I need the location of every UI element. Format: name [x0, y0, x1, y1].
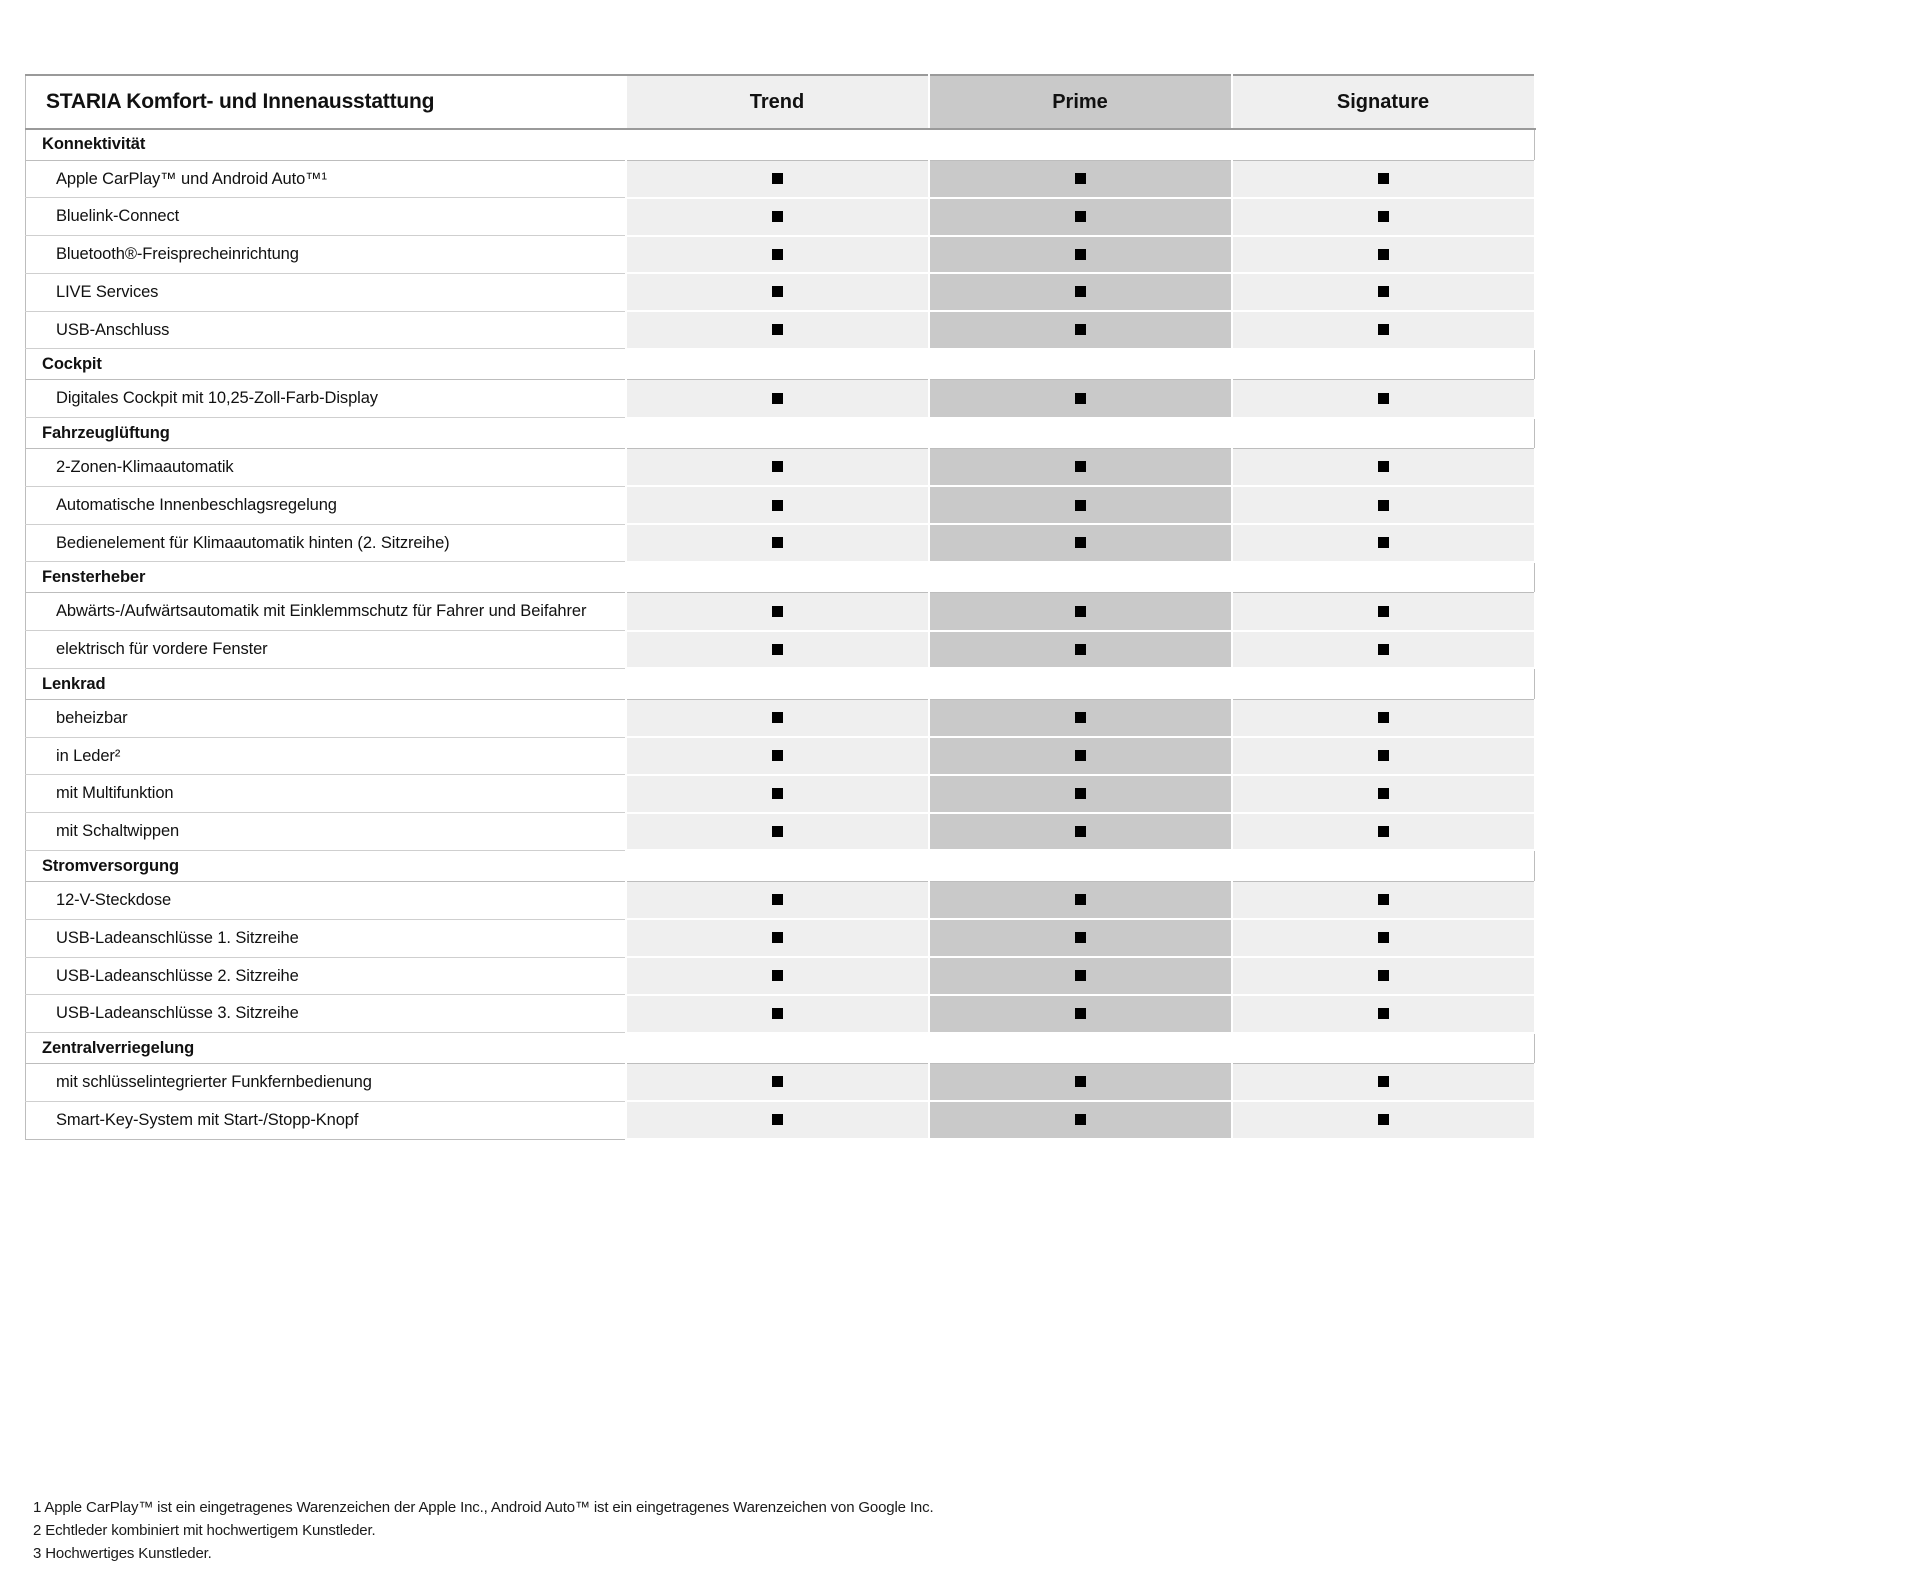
- table-row: [26, 524, 1535, 562]
- section-header-row: [26, 129, 1535, 160]
- availability-cell: [626, 593, 929, 631]
- availability-cell: [929, 524, 1232, 562]
- table-row: [26, 699, 1535, 737]
- available-square-icon: [1378, 932, 1389, 943]
- availability-cell: [1232, 631, 1535, 669]
- availability-cell: [626, 236, 929, 274]
- table-row: [26, 198, 1535, 236]
- table-row: [26, 160, 1535, 198]
- availability-cell: [929, 775, 1232, 813]
- availability-cell: [1232, 273, 1535, 311]
- available-square-icon: [772, 500, 783, 511]
- table-row: [26, 631, 1535, 669]
- table-row: [26, 1064, 1535, 1102]
- feature-label: LIVE Services: [26, 273, 626, 311]
- available-square-icon: [1378, 644, 1389, 655]
- availability-cell: [1232, 881, 1535, 919]
- availability-cell: [1232, 813, 1535, 851]
- feature-label: in Leder²: [26, 737, 626, 775]
- availability-cell: [929, 699, 1232, 737]
- available-square-icon: [1075, 894, 1086, 905]
- available-square-icon: [1075, 750, 1086, 761]
- column-header-prime: Prime: [929, 75, 1232, 129]
- available-square-icon: [772, 1076, 783, 1087]
- availability-cell: [626, 311, 929, 349]
- table-row: [26, 775, 1535, 813]
- available-square-icon: [1378, 750, 1389, 761]
- availability-cell: [1232, 1101, 1535, 1139]
- availability-cell: [1232, 236, 1535, 274]
- available-square-icon: [1075, 826, 1086, 837]
- section-header-row: [26, 668, 1535, 699]
- available-square-icon: [772, 1114, 783, 1125]
- available-square-icon: [1075, 324, 1086, 335]
- availability-cell: [929, 236, 1232, 274]
- feature-label: 2-Zonen-Klimaautomatik: [26, 449, 626, 487]
- available-square-icon: [1378, 461, 1389, 472]
- available-square-icon: [772, 1008, 783, 1019]
- availability-cell: [929, 486, 1232, 524]
- available-square-icon: [1075, 286, 1086, 297]
- table-row: [26, 995, 1535, 1033]
- availability-cell: [626, 273, 929, 311]
- available-square-icon: [1378, 211, 1389, 222]
- available-square-icon: [772, 932, 783, 943]
- availability-cell: [1232, 311, 1535, 349]
- availability-cell: [929, 813, 1232, 851]
- availability-cell: [929, 881, 1232, 919]
- footnote-line: 2 Echtleder kombiniert mit hochwertigem Kunstleder.: [33, 1522, 376, 1539]
- feature-label: Bedienelement für Klimaautomatik hinten (2. Sitzreihe): [26, 524, 626, 562]
- table-title: STARIA Komfort- und Innenausstattung: [26, 75, 626, 129]
- section-title: Fahrzeuglüftung: [26, 418, 1535, 449]
- feature-label: mit Multifunktion: [26, 775, 626, 813]
- table-row: [26, 813, 1535, 851]
- available-square-icon: [772, 788, 783, 799]
- table-header: [26, 75, 1535, 129]
- table-row: [26, 311, 1535, 349]
- availability-cell: [626, 524, 929, 562]
- available-square-icon: [772, 826, 783, 837]
- feature-label: Bluetooth®-Freisprecheinrichtung: [26, 236, 626, 274]
- table-row: [26, 593, 1535, 631]
- availability-cell: [929, 1101, 1232, 1139]
- available-square-icon: [772, 894, 783, 905]
- feature-label: Automatische Innenbeschlagsregelung: [26, 486, 626, 524]
- available-square-icon: [1075, 393, 1086, 404]
- availability-cell: [929, 160, 1232, 198]
- availability-cell: [626, 995, 929, 1033]
- availability-cell: [929, 737, 1232, 775]
- available-square-icon: [772, 606, 783, 617]
- feature-label: beheizbar: [26, 699, 626, 737]
- availability-cell: [1232, 524, 1535, 562]
- availability-cell: [929, 449, 1232, 487]
- table-row: [26, 486, 1535, 524]
- availability-cell: [929, 311, 1232, 349]
- table-row: [26, 1101, 1535, 1139]
- available-square-icon: [1075, 249, 1086, 260]
- footnotes: [33, 1496, 1433, 1565]
- available-square-icon: [772, 970, 783, 981]
- footnote-line: 3 Hochwertiges Kunstleder.: [33, 1545, 212, 1562]
- table-row: [26, 881, 1535, 919]
- available-square-icon: [1075, 644, 1086, 655]
- table-row: [26, 236, 1535, 274]
- availability-cell: [626, 881, 929, 919]
- feature-label: mit schlüsselintegrierter Funkfernbedienung: [26, 1064, 626, 1102]
- feature-label: USB-Ladeanschlüsse 2. Sitzreihe: [26, 957, 626, 995]
- availability-cell: [1232, 593, 1535, 631]
- available-square-icon: [1075, 1114, 1086, 1125]
- available-square-icon: [1378, 537, 1389, 548]
- available-square-icon: [772, 286, 783, 297]
- availability-cell: [1232, 919, 1535, 957]
- availability-cell: [929, 198, 1232, 236]
- table-row: [26, 919, 1535, 957]
- footnote-line: 1 Apple CarPlay™ ist ein eingetragenes Warenzeichen der Apple Inc., Android Auto™ ist ein eingetragenes Warenzeichen von Google Inc.: [33, 1499, 934, 1516]
- available-square-icon: [1378, 712, 1389, 723]
- availability-cell: [1232, 775, 1535, 813]
- section-title: Lenkrad: [26, 668, 1535, 699]
- column-header-trend: Trend: [626, 75, 929, 129]
- available-square-icon: [1378, 500, 1389, 511]
- availability-cell: [626, 631, 929, 669]
- availability-cell: [626, 1064, 929, 1102]
- available-square-icon: [772, 461, 783, 472]
- available-square-icon: [1075, 1008, 1086, 1019]
- availability-cell: [626, 813, 929, 851]
- availability-cell: [929, 957, 1232, 995]
- available-square-icon: [1378, 1076, 1389, 1087]
- feature-label: Smart-Key-System mit Start-/Stopp-Knopf: [26, 1101, 626, 1139]
- available-square-icon: [772, 750, 783, 761]
- available-square-icon: [1378, 894, 1389, 905]
- section-header-row: [26, 349, 1535, 380]
- section-header-row: [26, 850, 1535, 881]
- feature-label: USB-Ladeanschlüsse 1. Sitzreihe: [26, 919, 626, 957]
- section-title: Stromversorgung: [26, 850, 1535, 881]
- available-square-icon: [772, 173, 783, 184]
- available-square-icon: [772, 393, 783, 404]
- section-title: Fensterheber: [26, 562, 1535, 593]
- available-square-icon: [772, 537, 783, 548]
- feature-label: USB-Ladeanschlüsse 3. Sitzreihe: [26, 995, 626, 1033]
- available-square-icon: [1378, 1114, 1389, 1125]
- feature-label: 12-V-Steckdose: [26, 881, 626, 919]
- table-header-row: [26, 75, 1535, 129]
- available-square-icon: [1378, 173, 1389, 184]
- availability-cell: [1232, 957, 1535, 995]
- available-square-icon: [1075, 537, 1086, 548]
- feature-label: mit Schaltwippen: [26, 813, 626, 851]
- availability-cell: [626, 380, 929, 418]
- availability-cell: [1232, 995, 1535, 1033]
- available-square-icon: [772, 324, 783, 335]
- available-square-icon: [1075, 788, 1086, 799]
- available-square-icon: [1075, 970, 1086, 981]
- availability-cell: [626, 160, 929, 198]
- section-header-row: [26, 418, 1535, 449]
- feature-label: elektrisch für vordere Fenster: [26, 631, 626, 669]
- available-square-icon: [1378, 286, 1389, 297]
- availability-cell: [626, 775, 929, 813]
- availability-cell: [626, 1101, 929, 1139]
- feature-label: Digitales Cockpit mit 10,25-Zoll-Farb-Display: [26, 380, 626, 418]
- available-square-icon: [1378, 788, 1389, 799]
- availability-cell: [1232, 486, 1535, 524]
- table-row: [26, 737, 1535, 775]
- column-header-signature: Signature: [1232, 75, 1535, 129]
- section-header-row: [26, 1033, 1535, 1064]
- table-row: [26, 380, 1535, 418]
- table-row: [26, 449, 1535, 487]
- available-square-icon: [1378, 970, 1389, 981]
- availability-cell: [929, 919, 1232, 957]
- availability-cell: [1232, 737, 1535, 775]
- availability-cell: [1232, 198, 1535, 236]
- section-title: Zentralverriegelung: [26, 1033, 1535, 1064]
- available-square-icon: [1075, 211, 1086, 222]
- available-square-icon: [1075, 932, 1086, 943]
- feature-label: USB-Anschluss: [26, 311, 626, 349]
- availability-cell: [1232, 160, 1535, 198]
- available-square-icon: [772, 211, 783, 222]
- section-title: Cockpit: [26, 349, 1535, 380]
- available-square-icon: [1075, 712, 1086, 723]
- available-square-icon: [1378, 393, 1389, 404]
- equipment-comparison-table: [25, 74, 1536, 1140]
- available-square-icon: [772, 249, 783, 260]
- available-square-icon: [1075, 606, 1086, 617]
- availability-cell: [626, 957, 929, 995]
- section-header-row: [26, 562, 1535, 593]
- availability-cell: [1232, 449, 1535, 487]
- availability-cell: [626, 919, 929, 957]
- table-row: [26, 273, 1535, 311]
- available-square-icon: [1075, 173, 1086, 184]
- availability-cell: [1232, 380, 1535, 418]
- available-square-icon: [1378, 1008, 1389, 1019]
- available-square-icon: [1075, 461, 1086, 472]
- available-square-icon: [1378, 606, 1389, 617]
- availability-cell: [1232, 1064, 1535, 1102]
- availability-cell: [929, 380, 1232, 418]
- section-title: Konnektivität: [26, 129, 1535, 160]
- availability-cell: [929, 1064, 1232, 1102]
- available-square-icon: [1378, 249, 1389, 260]
- availability-cell: [626, 737, 929, 775]
- availability-cell: [929, 273, 1232, 311]
- available-square-icon: [772, 644, 783, 655]
- availability-cell: [1232, 699, 1535, 737]
- available-square-icon: [1378, 324, 1389, 335]
- available-square-icon: [1378, 826, 1389, 837]
- feature-label: Apple CarPlay™ und Android Auto™¹: [26, 160, 626, 198]
- availability-cell: [626, 449, 929, 487]
- available-square-icon: [772, 712, 783, 723]
- availability-cell: [929, 995, 1232, 1033]
- table-body: [26, 129, 1535, 1139]
- available-square-icon: [1075, 1076, 1086, 1087]
- availability-cell: [626, 699, 929, 737]
- feature-label: Bluelink-Connect: [26, 198, 626, 236]
- table-row: [26, 957, 1535, 995]
- availability-cell: [626, 198, 929, 236]
- availability-cell: [929, 631, 1232, 669]
- availability-cell: [626, 486, 929, 524]
- feature-label: Abwärts-/Aufwärtsautomatik mit Einklemmschutz für Fahrer und Beifahrer: [26, 593, 626, 631]
- availability-cell: [929, 593, 1232, 631]
- available-square-icon: [1075, 500, 1086, 511]
